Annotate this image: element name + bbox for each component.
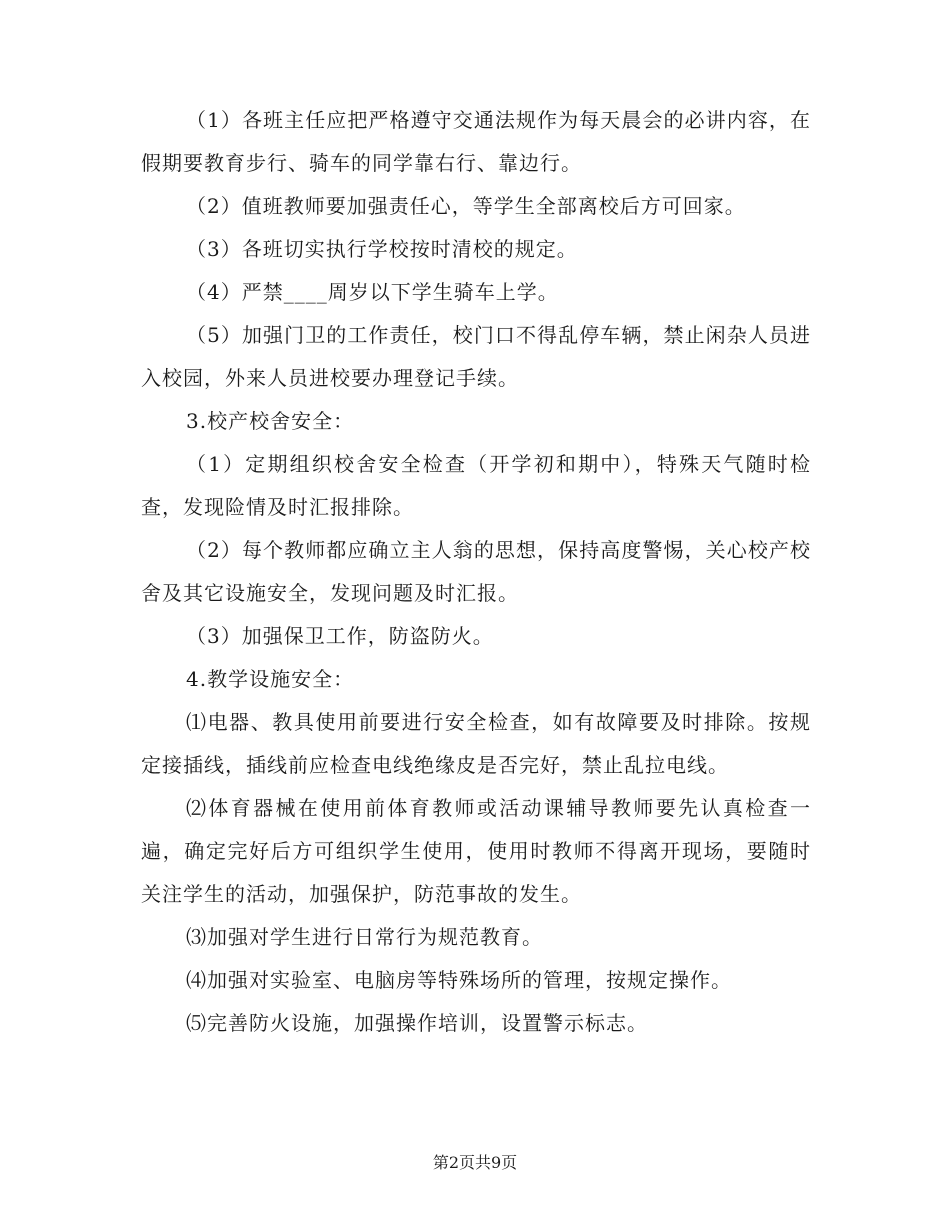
paragraph: （2）每个教师都应确立主人翁的思想，保持高度警惕，关心校产校舍及其它设施安全，发现问题及时汇报。 [141,538,811,605]
document-body [141,99,811,1045]
paragraph: ⑴电器、教具使用前要进行安全检查，如有故障要及时排除。按规定接插线，插线前应检查电线绝缘皮是否完好，禁止乱拉电线。 [141,710,811,777]
paragraph: （3）加强保卫工作，防盗防火。 [186,624,494,648]
paragraph: （2）值班教师要加强责任心，等学生全部离校后方可回家。 [186,194,746,218]
paragraph: （5）加强门卫的工作责任，校门口不得乱停车辆，禁止闲杂人员进入校园，外来人员进校要办理登记手续。 [141,323,811,390]
paragraph: （4）严禁____周岁以下学生骑车上学。 [186,280,559,304]
paragraph: （1）各班主任应把严格遵守交通法规作为每天晨会的必讲内容，在假期要教育步行、骑车的同学靠右行、靠边行。 [141,108,811,175]
paragraph: ⑶加强对学生进行日常行为规范教育。 [186,925,543,949]
section-heading: 4.教学设施安全： [186,667,355,691]
paragraph: （3）各班切实执行学校按时清校的规定。 [186,237,578,261]
page-number-footer: 第2页共9页 [432,1153,518,1172]
section-heading: 3.校产校舍安全： [186,409,355,433]
paragraph: ⑵体育器械在使用前体育教师或活动课辅导教师要先认真检查一遍，确定完好后方可组织学生使用，使用时教师不得离开现场，要随时关注学生的活动，加强保护，防范事故的发生。 [141,796,811,906]
paragraph: （1）定期组织校舍安全检查（开学初和期中），特殊天气随时检查，发现险情及时汇报排除。 [141,452,811,519]
paragraph: ⑷加强对实验室、电脑房等特殊场所的管理，按规定操作。 [186,968,732,992]
paragraph: ⑸完善防火设施，加强操作培训，设置警示标志。 [186,1011,648,1035]
